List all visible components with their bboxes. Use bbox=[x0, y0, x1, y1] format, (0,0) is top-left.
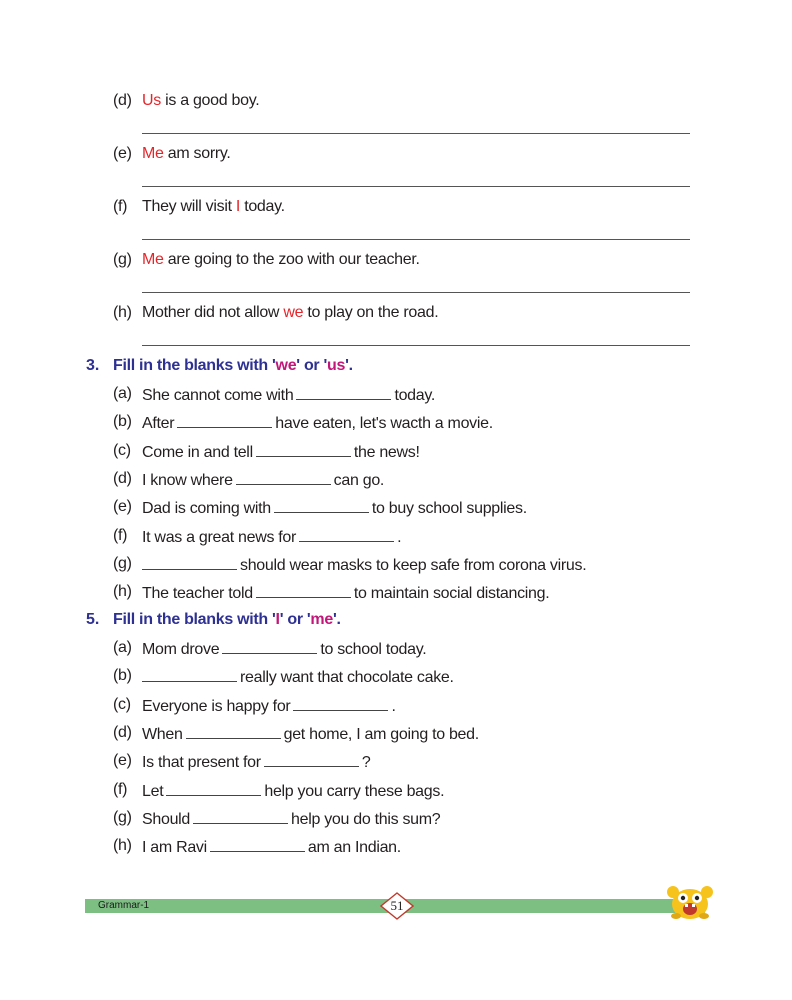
sentence-text: Mom drove bbox=[142, 641, 220, 658]
blank-input[interactable] bbox=[299, 527, 394, 542]
sentence-text: . bbox=[391, 697, 396, 715]
blank-input[interactable] bbox=[256, 442, 351, 457]
item-label: (c) bbox=[113, 441, 131, 459]
sentence-text: are going to the zoo with our teacher. bbox=[163, 251, 420, 268]
item-label: (g) bbox=[113, 554, 132, 572]
section-heading bbox=[113, 611, 341, 629]
sentence bbox=[142, 198, 285, 216]
sentence-text: is a good boy. bbox=[160, 92, 260, 109]
sentence-text: to school today. bbox=[320, 641, 427, 658]
item-label: (h) bbox=[113, 837, 132, 855]
sentence bbox=[142, 667, 454, 687]
heading-keyword: I bbox=[275, 611, 280, 628]
blank-input[interactable] bbox=[274, 498, 369, 513]
sentence bbox=[142, 385, 435, 405]
blank-input[interactable] bbox=[236, 470, 331, 485]
item-label: (f) bbox=[113, 198, 128, 215]
sentence-text: am an Indian. bbox=[307, 839, 401, 857]
sentence-text: ? bbox=[361, 754, 371, 772]
footer-book-title: Grammar-1 bbox=[98, 900, 150, 911]
sentence-text: It was a great news for bbox=[142, 528, 297, 546]
incorrect-pronoun: Me bbox=[142, 145, 164, 162]
sentence-text: After bbox=[142, 415, 175, 433]
item-label: (a) bbox=[113, 385, 132, 402]
item-label: (d) bbox=[113, 92, 132, 109]
incorrect-pronoun: Me bbox=[142, 251, 164, 268]
sentence bbox=[142, 145, 231, 163]
section-heading bbox=[113, 357, 353, 375]
sentence-text: today. bbox=[240, 198, 285, 215]
sentence-text: I know where bbox=[142, 471, 233, 489]
sentence-text: Everyone is happy for bbox=[142, 697, 291, 715]
sentence bbox=[142, 304, 438, 322]
heading-text: '. bbox=[345, 357, 353, 374]
sentence-text: . bbox=[397, 528, 402, 546]
sentence-text: have eaten, let's wacth a movie. bbox=[275, 415, 493, 433]
sentence bbox=[142, 413, 493, 433]
item-label: (f) bbox=[113, 780, 128, 798]
item-label: (c) bbox=[113, 695, 131, 713]
incorrect-pronoun: Us bbox=[142, 92, 161, 109]
sentence-text: They will visit bbox=[142, 198, 236, 215]
item-label: (g) bbox=[113, 251, 132, 268]
item-label: (d) bbox=[113, 469, 132, 487]
sentence-text: She cannot come with bbox=[142, 387, 294, 404]
blank-input[interactable] bbox=[166, 781, 261, 796]
monster-mascot-icon bbox=[664, 880, 716, 922]
heading-keyword: we bbox=[275, 357, 297, 374]
answer-line[interactable] bbox=[142, 345, 690, 346]
blank-input[interactable] bbox=[222, 639, 317, 654]
sentence bbox=[142, 696, 396, 716]
sentence-text: Let bbox=[142, 782, 164, 800]
sentence bbox=[142, 781, 444, 801]
sentence bbox=[142, 251, 420, 269]
item-label: (e) bbox=[113, 145, 132, 162]
page-number: 51 bbox=[390, 898, 404, 913]
sentence bbox=[142, 527, 401, 547]
item-label: (d) bbox=[113, 723, 132, 741]
answer-line[interactable] bbox=[142, 292, 690, 293]
sentence-text: Should bbox=[142, 810, 191, 828]
sentence-text: to play on the road. bbox=[303, 304, 439, 321]
blank-input[interactable] bbox=[293, 696, 388, 711]
blank-input[interactable] bbox=[264, 752, 359, 767]
sentence-text: get home, I am going to bed. bbox=[283, 725, 479, 743]
sentence-text: Dad is coming with bbox=[142, 500, 271, 518]
sentence bbox=[142, 639, 426, 659]
heading-text: Fill in the blanks with ' bbox=[113, 611, 276, 628]
item-label: (e) bbox=[113, 752, 132, 770]
sentence-text: to buy school supplies. bbox=[371, 500, 527, 518]
blank-input[interactable] bbox=[193, 809, 288, 824]
item-label: (a) bbox=[113, 639, 132, 656]
item-label: (h) bbox=[113, 583, 132, 601]
heading-text: '. bbox=[332, 611, 341, 628]
blank-input[interactable] bbox=[186, 724, 281, 739]
sentence bbox=[142, 752, 370, 772]
sentence-text: Come in and tell bbox=[142, 443, 253, 461]
sentence-text: should wear masks to keep safe from corona virus. bbox=[240, 556, 587, 574]
item-label: (f) bbox=[113, 526, 128, 544]
blank-input[interactable] bbox=[142, 667, 237, 682]
sentence bbox=[142, 724, 479, 744]
sentence-text: can go. bbox=[333, 471, 385, 489]
sentence bbox=[142, 470, 384, 490]
sentence bbox=[142, 583, 549, 603]
sentence-text: The teacher told bbox=[142, 585, 253, 603]
sentence bbox=[142, 809, 440, 829]
blank-input[interactable] bbox=[256, 583, 351, 598]
sentence-text: Is that present for bbox=[142, 754, 261, 772]
sentence-text: to maintain social distancing. bbox=[353, 585, 550, 603]
item-label: (b) bbox=[113, 413, 132, 431]
blank-input[interactable] bbox=[210, 837, 305, 852]
item-label: (g) bbox=[113, 808, 132, 826]
sentence bbox=[142, 92, 259, 110]
blank-input[interactable] bbox=[177, 413, 272, 428]
section-number: 5. bbox=[86, 611, 100, 628]
sentence-text: really want that chocolate cake. bbox=[240, 669, 454, 687]
blank-input[interactable] bbox=[296, 385, 391, 400]
answer-line[interactable] bbox=[142, 239, 690, 240]
sentence-text: help you carry these bags. bbox=[264, 782, 445, 800]
incorrect-pronoun: we bbox=[283, 304, 304, 321]
sentence-text: am sorry. bbox=[163, 145, 231, 162]
heading-text: Fill in the blanks with ' bbox=[113, 357, 276, 374]
heading-text: ' or ' bbox=[296, 357, 327, 374]
item-label: (e) bbox=[113, 498, 132, 516]
sentence bbox=[142, 442, 420, 462]
item-label: (b) bbox=[113, 667, 132, 685]
heading-text: ' or ' bbox=[279, 611, 311, 628]
item-label: (h) bbox=[113, 304, 132, 321]
sentence-text: the news! bbox=[353, 443, 420, 461]
heading-keyword: me bbox=[310, 611, 333, 628]
answer-line[interactable] bbox=[142, 186, 690, 187]
sentence-text: When bbox=[142, 725, 183, 743]
heading-keyword: us bbox=[327, 357, 346, 374]
sentence-text: help you do this sum? bbox=[291, 810, 441, 828]
section-number: 3. bbox=[86, 357, 100, 374]
answer-line[interactable] bbox=[142, 133, 690, 134]
sentence bbox=[142, 555, 586, 575]
sentence-text: today. bbox=[394, 387, 436, 404]
sentence bbox=[142, 837, 401, 857]
sentence bbox=[142, 498, 527, 518]
sentence-text: I am Ravi bbox=[142, 839, 207, 857]
incorrect-pronoun: I bbox=[235, 198, 241, 215]
sentence-text: Mother did not allow bbox=[142, 304, 284, 321]
blank-input[interactable] bbox=[142, 555, 237, 570]
